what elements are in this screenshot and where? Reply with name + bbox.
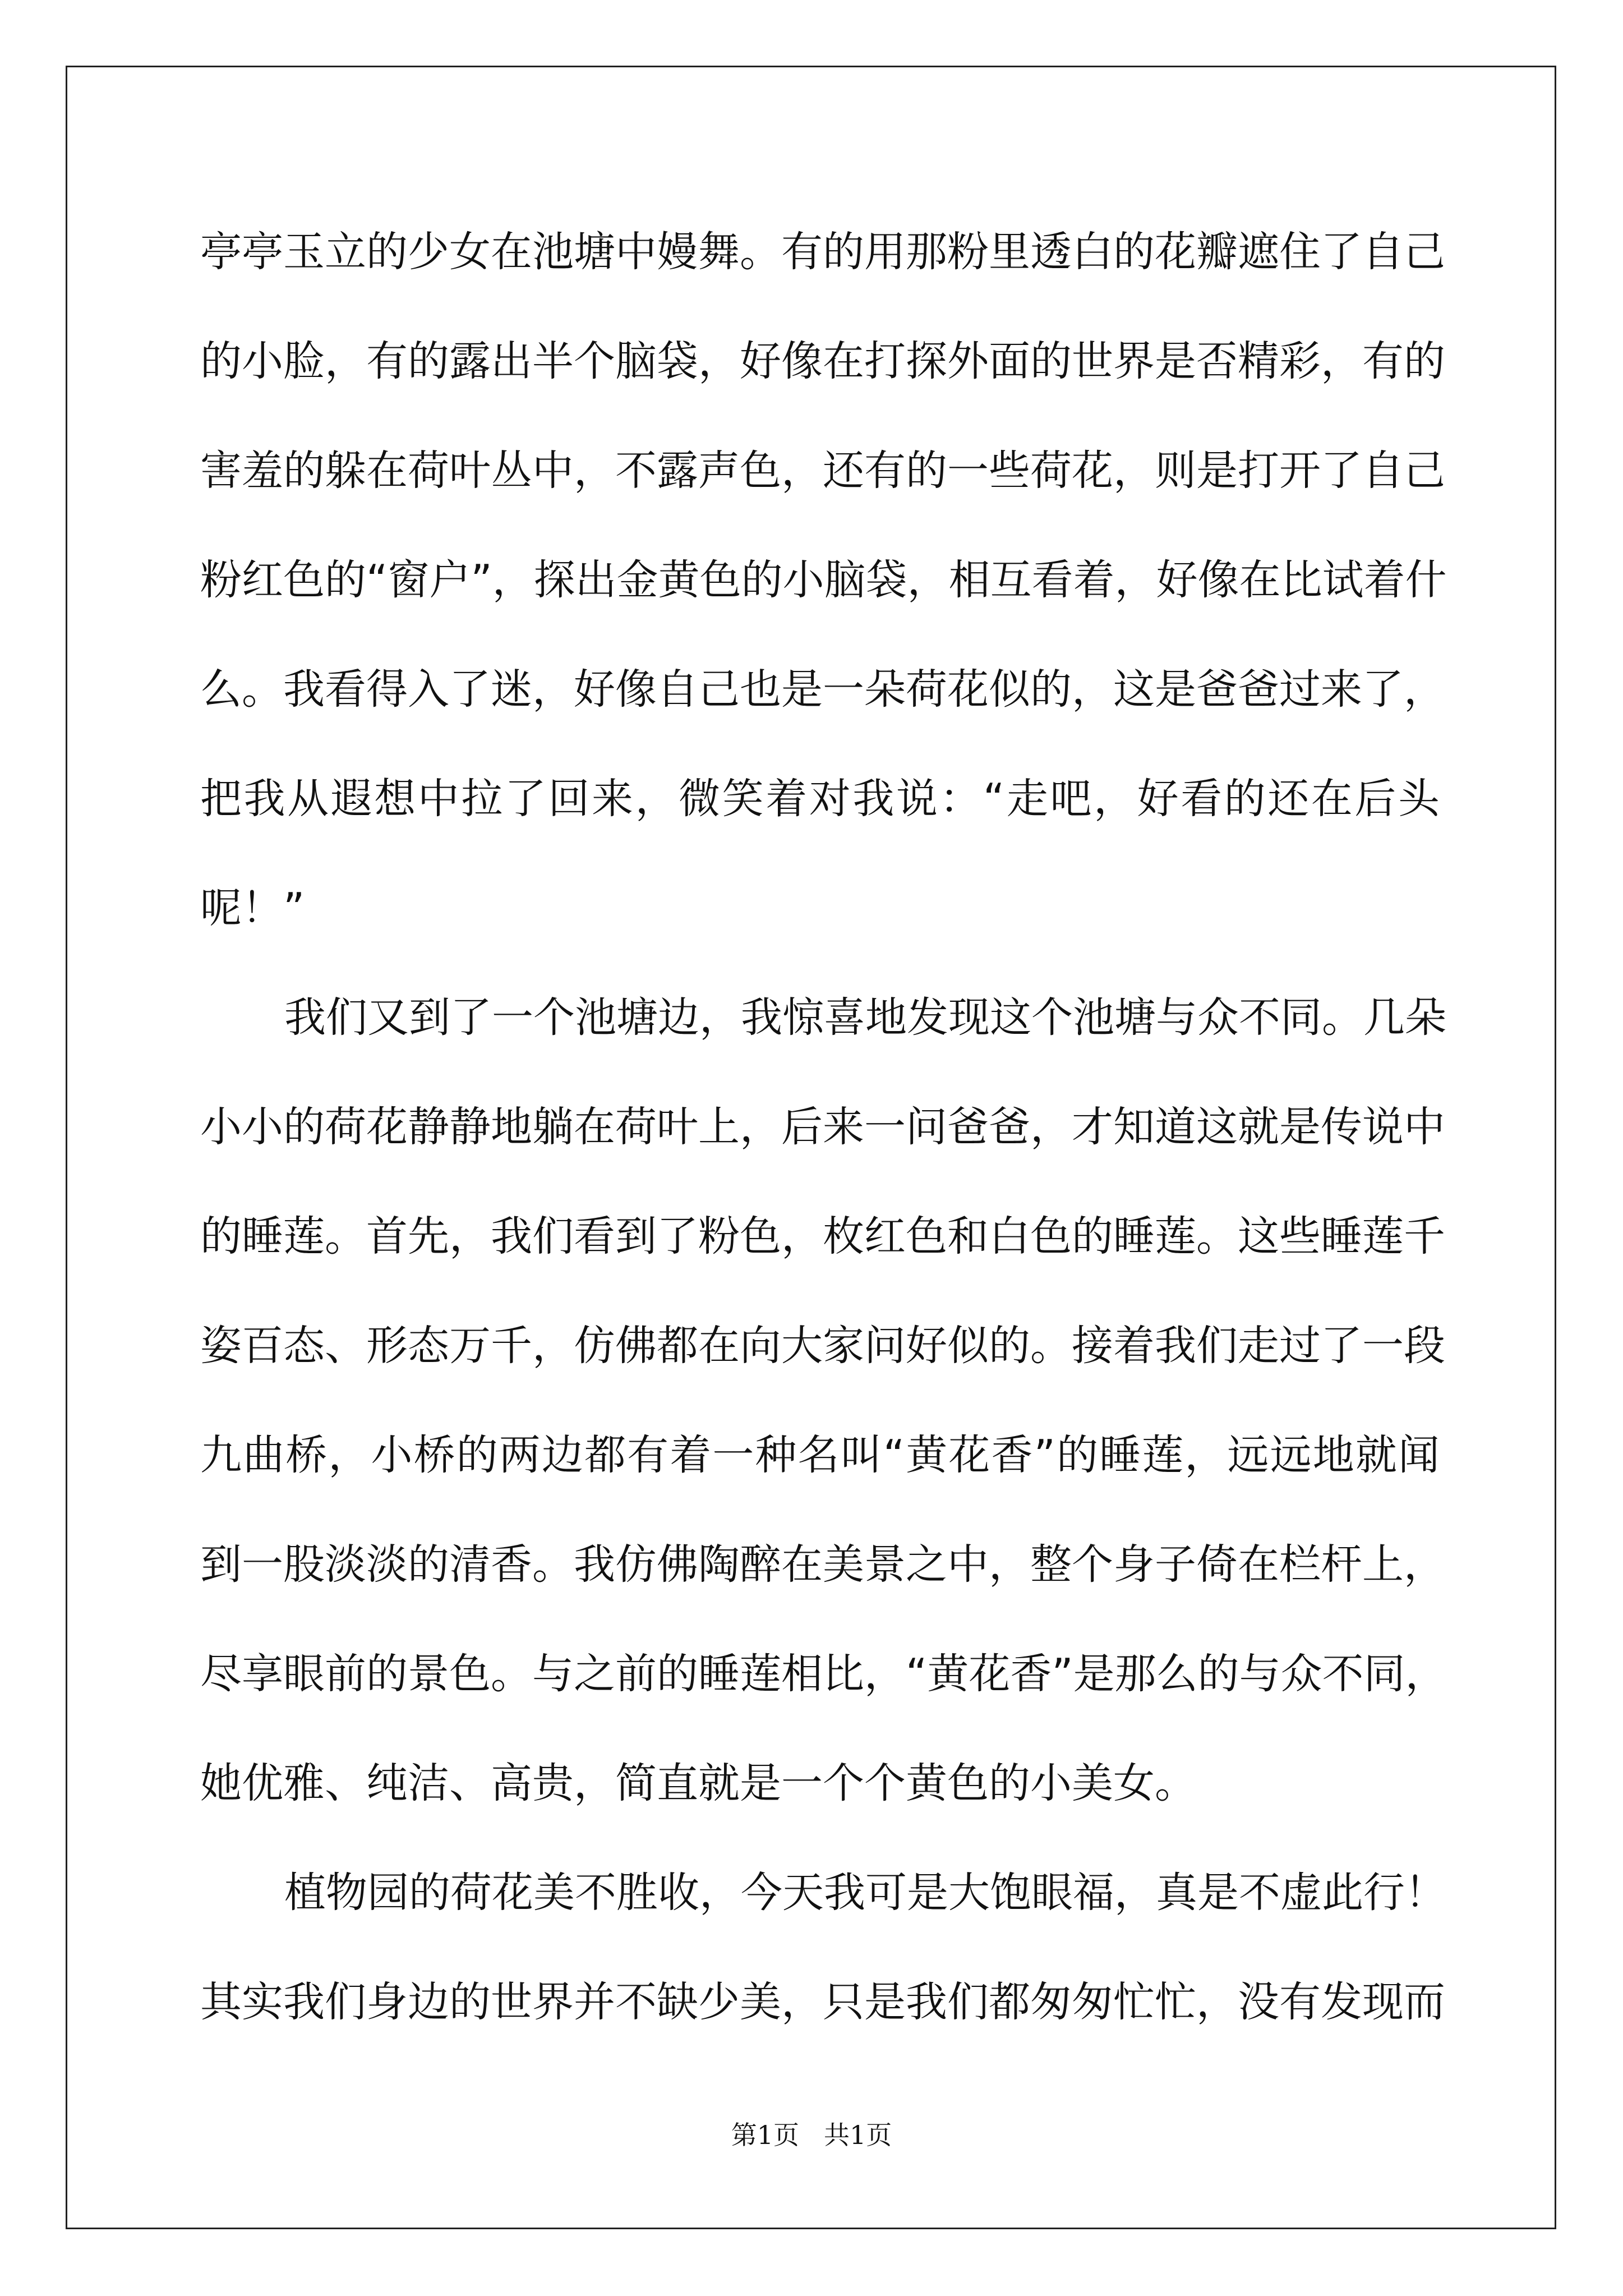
text-line: 粉红色的“窗户”，探出金黄色的小脑袋，相互看着，好像在比试着什 (200, 556, 1447, 604)
text-line: 么。我看得入了迷，好像自己也是一朵荷花似的，这是爸爸过来了， (200, 665, 1445, 714)
text-line: 其实我们身边的世界并不缺少美，只是我们都匆匆忙忙，没有发现而 (200, 1978, 1445, 2026)
text-line: 到一股淡淡的清香。我仿佛陶醉在美景之中，整个身子倚在栏杆上， (200, 1540, 1445, 1589)
text-line: 呢！” (200, 884, 305, 932)
text-line: 姿百态、形态万千，仿佛都在向大家问好似的。接着我们走过了一段 (200, 1322, 1445, 1370)
text-line: 亭亭玉立的少女在池塘中嫚舞。有的用那粉里透白的花瓣遮住了自己 (200, 228, 1445, 276)
text-line: 的小脸，有的露出半个脑袋，好像在打探外面的世界是否精彩，有的 (200, 337, 1445, 385)
text-line: 九曲桥，小桥的两边都有着一种名叫“黄花香”的睡莲，远远地就闻 (200, 1431, 1440, 1479)
text-line: 我们又到了一个池塘边，我惊喜地发现这个池塘与众不同。几朵 (284, 993, 1446, 1042)
page-total: 共1页 (823, 2120, 892, 2150)
document-body (200, 207, 1447, 2067)
text-line: 植物园的荷花美不胜收，今天我可是大饱眼福，真是不虚此行！ (284, 1869, 1446, 1917)
text-line: 把我从遐想中拉了回来，微笑着对我说：“走吧，好看的还在后头 (200, 775, 1440, 823)
text-line: 尽享眼前的景色。与之前的睡莲相比，“黄花香”是那么的与众不同， (200, 1650, 1447, 1698)
text-line: 她优雅、纯洁、高贵，简直就是一个个黄色的小美女。 (200, 1759, 1196, 1807)
text-line: 害羞的躲在荷叶丛中，不露声色，还有的一些荷花，则是打开了自己 (200, 447, 1445, 495)
page-footer (0, 2115, 1623, 2152)
page-number: 第1页 (731, 2120, 800, 2150)
text-line: 的睡莲。首先，我们看到了粉色，枚红色和白色的睡莲。这些睡莲千 (200, 1212, 1445, 1260)
text-line: 小小的荷花静静地躺在荷叶上，后来一问爸爸，才知道这就是传说中 (200, 1103, 1445, 1151)
